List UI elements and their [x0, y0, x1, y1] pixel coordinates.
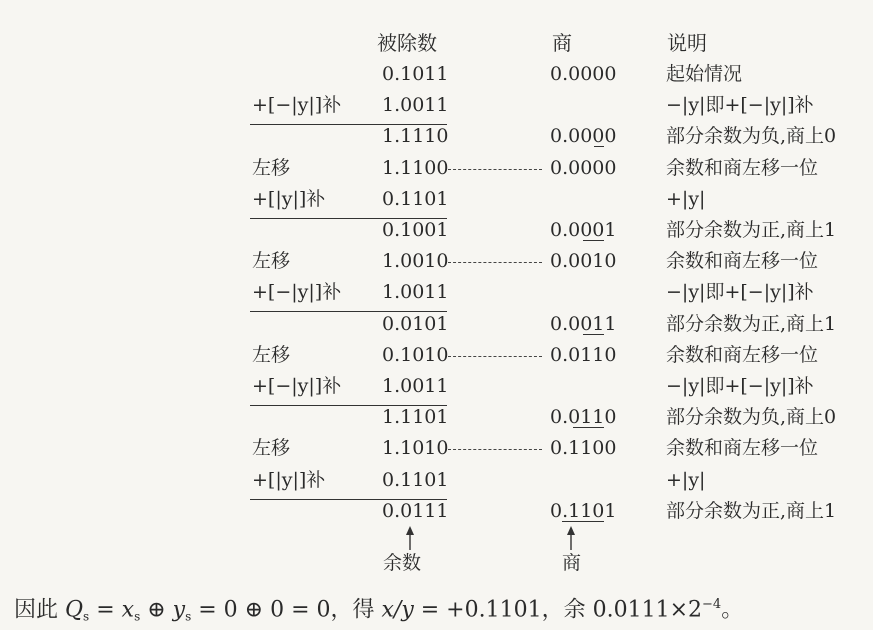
row-quotient: 0.0011 — [550, 312, 617, 335]
row-explanation: 余数和商左移一位 — [666, 156, 819, 179]
row-op: +[−|y|]补 — [252, 375, 342, 397]
row-explanation: 余数和商左移一位 — [666, 343, 819, 366]
row-dividend: 1.0010 — [382, 250, 449, 273]
row-dividend: 1.0011 — [382, 94, 449, 117]
row-quotient: 0.0110 — [550, 406, 617, 429]
row-quotient: 0.0110 — [550, 343, 617, 366]
header-explanation: 说明 — [667, 31, 707, 55]
row-explanation: 部分余数为正,商上1 — [666, 219, 837, 241]
y-subscript: s — [185, 609, 192, 624]
row-dividend: 0.1010 — [382, 343, 449, 366]
row-explanation: −|y|即+[−|y|]补 — [666, 281, 814, 304]
eq1: = — [89, 597, 122, 623]
q-symbol: Q — [65, 597, 84, 623]
row-explanation: −|y|即+[−|y|]补 — [666, 94, 814, 117]
row-dividend: 0.1011 — [382, 63, 449, 85]
row-dividend: 1.1101 — [382, 406, 449, 429]
row-explanation: 部分余数为正,商上1 — [666, 499, 837, 522]
row-dividend: 0.1101 — [382, 187, 449, 210]
header-dividend: 被除数 — [377, 31, 437, 55]
y-symbol: y — [172, 597, 186, 623]
row-op: +[|y|]补 — [252, 468, 326, 491]
row-quotient: 0.0001 — [550, 219, 617, 241]
shift-dashed-connector — [448, 262, 542, 263]
conclusion-rest1: = 0 ⊕ 0 = 0，得 — [191, 597, 382, 623]
quotient-underline — [573, 427, 604, 428]
remainder-arrow-icon — [404, 526, 416, 550]
quotient-underline — [562, 521, 604, 522]
header-quotient: 商 — [552, 31, 572, 55]
row-dividend: 0.0101 — [382, 312, 449, 335]
conclusion-line — [14, 592, 743, 629]
row-quotient: 0.1101 — [550, 499, 617, 522]
x-subscript: s — [134, 609, 141, 624]
row-quotient: 0.0000 — [550, 63, 617, 85]
row-dividend: 1.1010 — [382, 437, 449, 460]
quotient-underline — [594, 146, 604, 147]
quotient-label: 商 — [562, 552, 582, 574]
row-op: 左移 — [252, 437, 291, 460]
row-explanation: 部分余数为负,商上0 — [666, 406, 837, 429]
x-symbol: x — [121, 597, 135, 623]
row-op: +[−|y|]补 — [252, 94, 342, 117]
oplus-symbol: ⊕ — [140, 597, 173, 623]
row-explanation: 余数和商左移一位 — [666, 437, 819, 460]
row-quotient: 0.0010 — [550, 250, 617, 273]
row-dividend: 1.0011 — [382, 281, 449, 304]
row-dividend: 0.0111 — [382, 499, 449, 522]
row-explanation: −|y|即+[−|y|]补 — [666, 375, 814, 397]
row-dividend: 1.1110 — [382, 125, 449, 148]
conclusion-rest2: = +0.1101，余 0.0111×2 — [413, 597, 703, 623]
row-dividend: 0.1001 — [382, 219, 449, 241]
conclusion-prefix: 因此 — [14, 597, 65, 623]
row-op: 左移 — [252, 250, 291, 273]
shift-dashed-connector — [448, 356, 542, 357]
row-explanation: 余数和商左移一位 — [666, 250, 819, 273]
row-quotient: 0.0000 — [550, 156, 617, 179]
conclusion-end: 。 — [721, 597, 744, 623]
row-quotient: 0.1100 — [550, 437, 617, 460]
row-dividend: 1.0011 — [382, 375, 449, 397]
row-explanation: 起始情况 — [666, 63, 743, 85]
xy-expression: x/y — [381, 597, 414, 623]
row-explanation: +|y| — [666, 468, 706, 491]
row-quotient: 0.0000 — [550, 125, 617, 148]
remainder-label: 余数 — [383, 552, 422, 574]
row-op: +[−|y|]补 — [252, 281, 342, 304]
row-explanation: 部分余数为负,商上0 — [666, 125, 837, 148]
row-op: 左移 — [252, 156, 291, 179]
row-dividend: 0.1101 — [382, 468, 449, 491]
quotient-arrow-icon — [565, 526, 577, 550]
exponent: −4 — [702, 597, 722, 612]
row-explanation: +|y| — [666, 187, 706, 210]
quotient-underline — [583, 240, 604, 241]
row-explanation: 部分余数为正,商上1 — [666, 312, 837, 335]
shift-dashed-connector — [448, 169, 542, 170]
quotient-underline — [583, 334, 604, 335]
row-dividend: 1.1100 — [382, 156, 449, 179]
q-subscript: s — [83, 609, 90, 624]
row-op: 左移 — [252, 343, 291, 366]
shift-dashed-connector — [448, 449, 542, 450]
row-op: +[|y|]补 — [252, 187, 326, 210]
